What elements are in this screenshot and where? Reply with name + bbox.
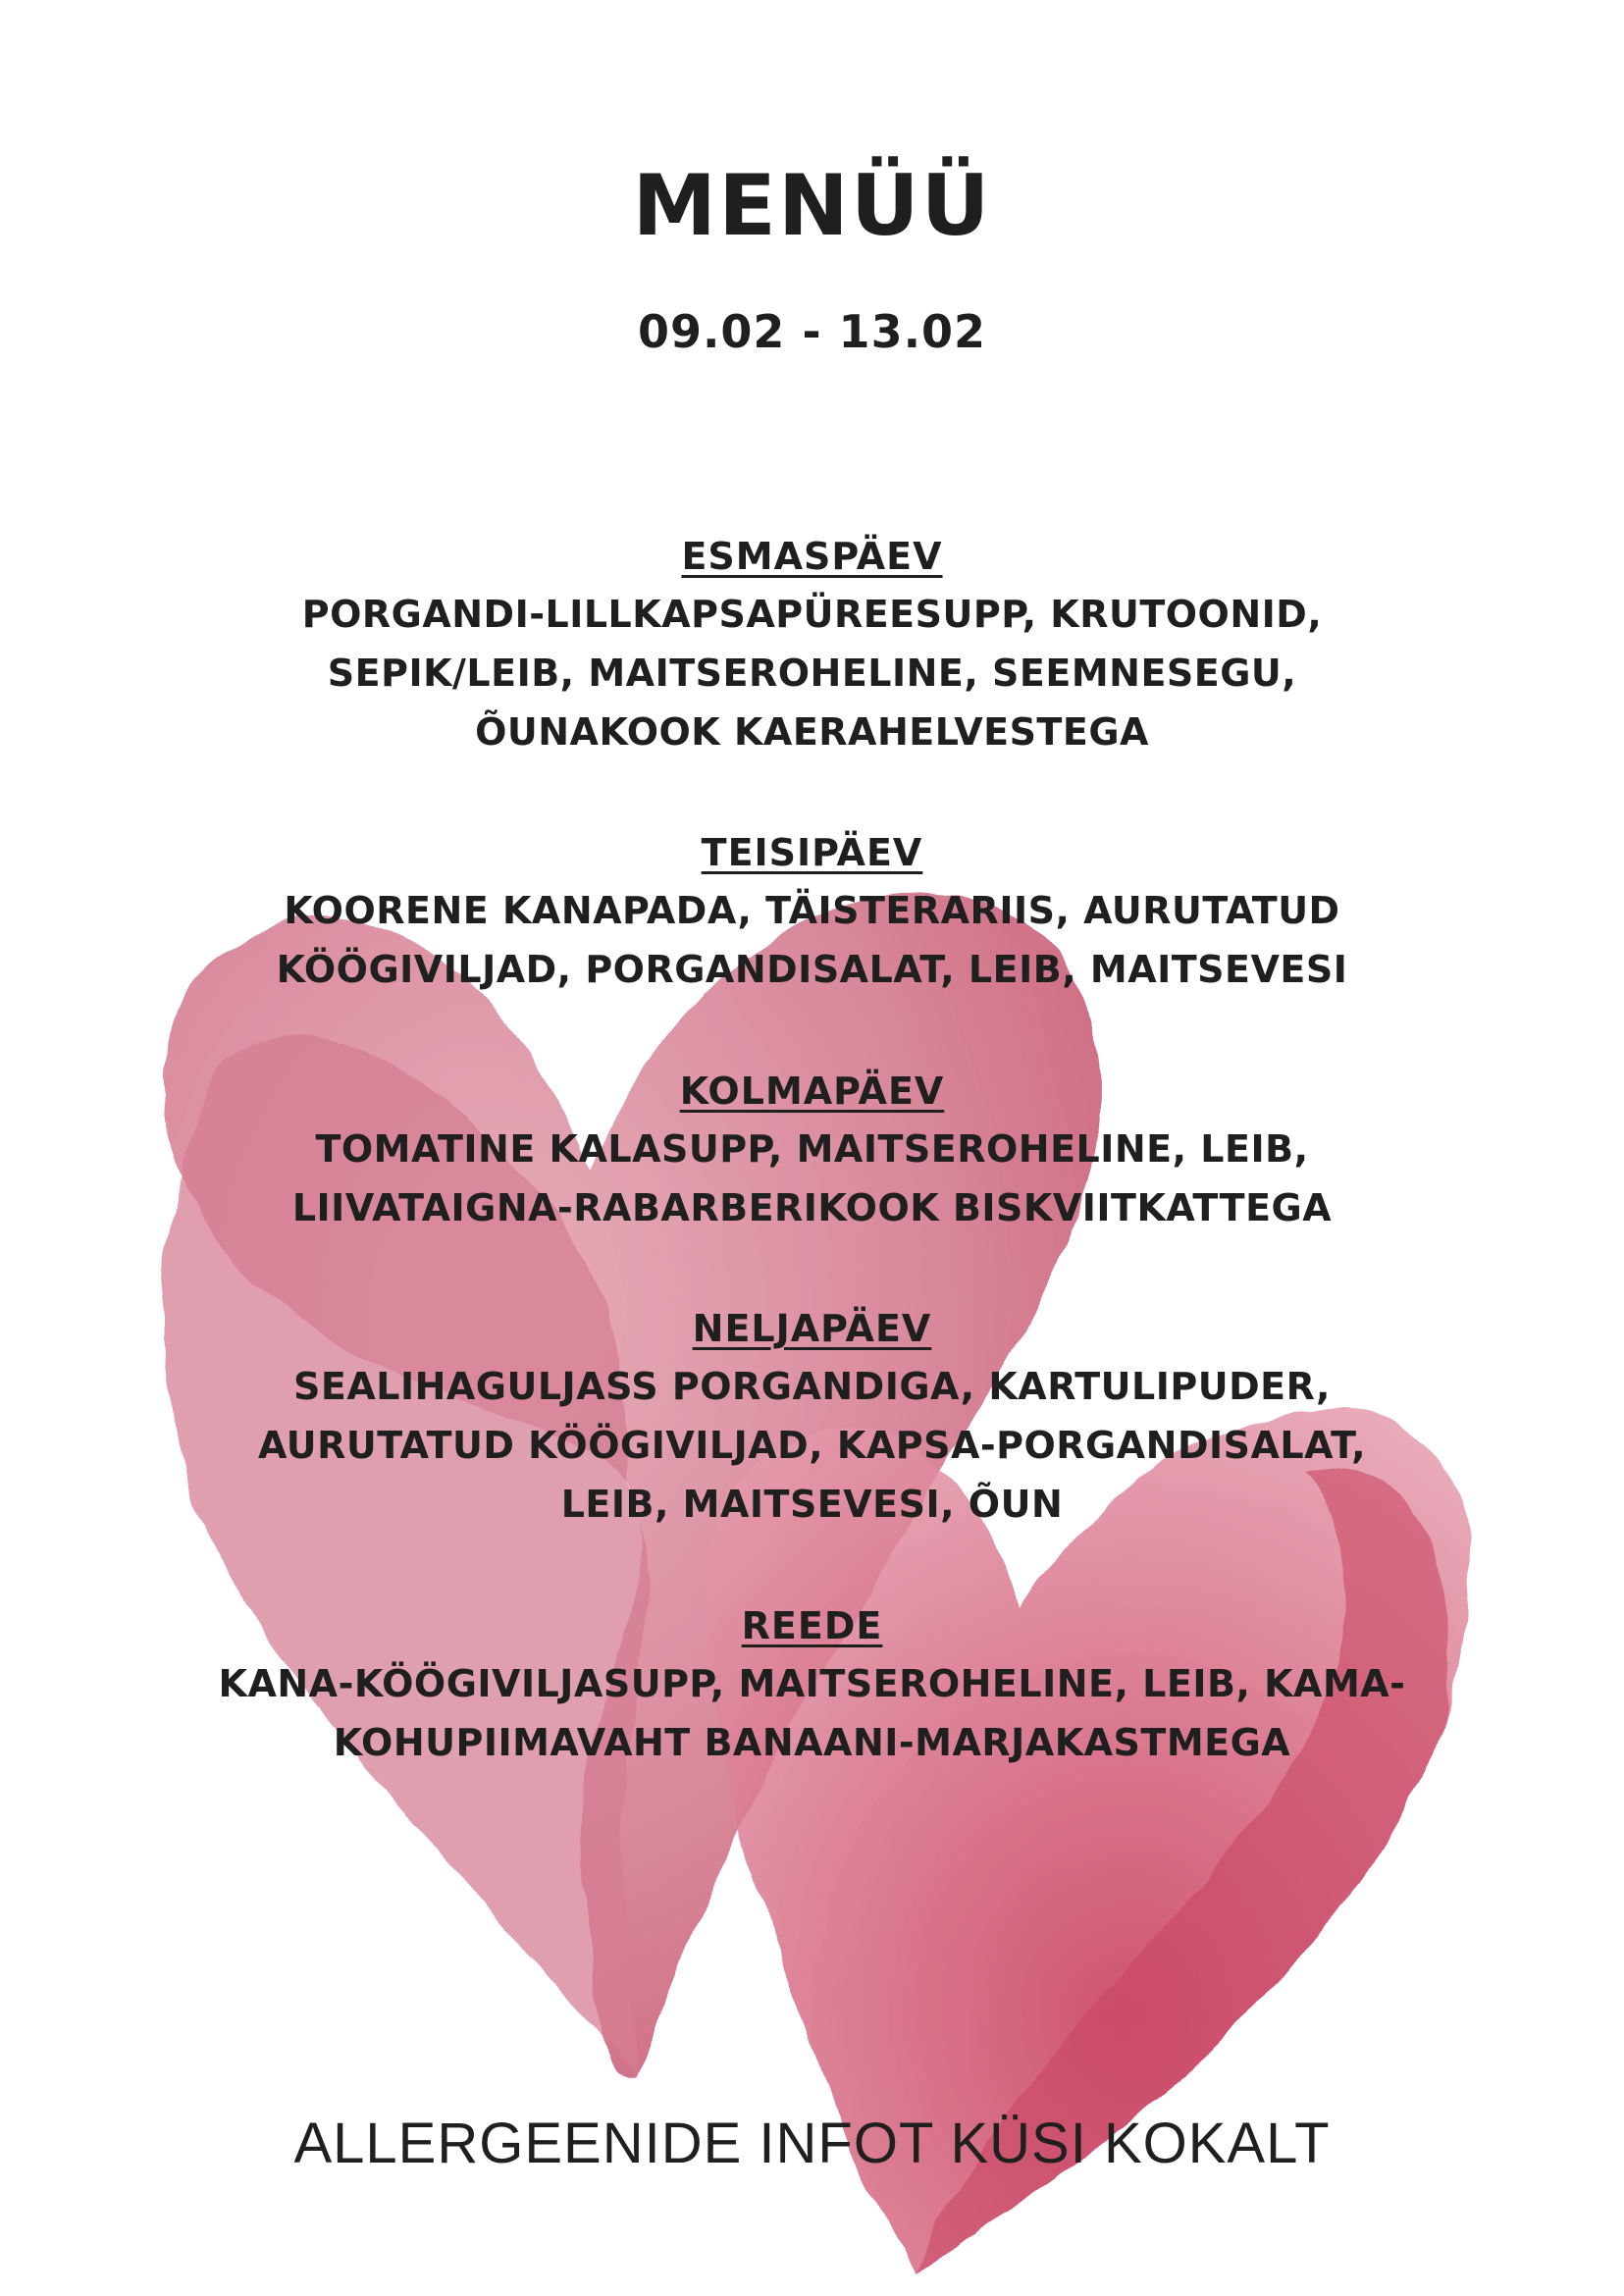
menu-line: SEPIK/LEIB, MAITSEROHELINE, SEEMNESEGU, xyxy=(327,652,1297,695)
menu-line: SEALIHAGULJASS PORGANDIGA, KARTULIPUDER, xyxy=(293,1365,1331,1408)
menu-line: KOORENE KANAPADA, TÄISTERARIIS, AURUTATUD xyxy=(284,889,1340,932)
allergen-info-note: ALLERGEENIDE INFOT KÜSI KOKALT xyxy=(293,2112,1331,2175)
day-monday xyxy=(0,528,1624,761)
menu-line: KANA-KÖÖGIVILJASUPP, MAITSEROHELINE, LEIB, KAMA- xyxy=(218,1662,1406,1705)
menu-line: TOMATINE KALASUPP, MAITSEROHELINE, LEIB, xyxy=(315,1127,1309,1171)
menu-line: LEIB, MAITSEVESI, ÕUN xyxy=(560,1483,1064,1526)
day-tuesday xyxy=(0,824,1624,999)
day-heading: KOLMAPÄEV xyxy=(679,1070,945,1113)
menu-line: PORGANDI-LILLKAPSAPÜREESUPP, KRUTOONID, xyxy=(301,593,1323,636)
menu-line: KOHUPIIMAVAHT BANAANI-MARJAKASTMEGA xyxy=(333,1721,1291,1764)
menu-line: AURUTATUD KÖÖGIVILJAD, KAPSA-PORGANDISALAT, xyxy=(257,1424,1367,1467)
day-heading: ESMASPÄEV xyxy=(681,535,943,578)
day-friday xyxy=(0,1597,1624,1772)
day-thursday xyxy=(0,1300,1624,1534)
menu-date-range: 09.02 - 13.02 xyxy=(637,305,987,358)
day-heading: TEISIPÄEV xyxy=(701,831,923,874)
menu-line: ÕUNAKOOK KAERAHELVESTEGA xyxy=(475,710,1149,754)
day-heading: NELJAPÄEV xyxy=(692,1307,932,1350)
menu-line: KÖÖGIVILJAD, PORGANDISALAT, LEIB, MAITSEVESI xyxy=(276,948,1348,991)
day-heading: REEDE xyxy=(741,1604,883,1647)
menu-title: MENÜÜ xyxy=(632,157,992,255)
menu-line: LIIVATAIGNA-RABARBERIKOOK BISKVIITKATTEGA xyxy=(291,1186,1333,1229)
day-wednesday xyxy=(0,1063,1624,1237)
